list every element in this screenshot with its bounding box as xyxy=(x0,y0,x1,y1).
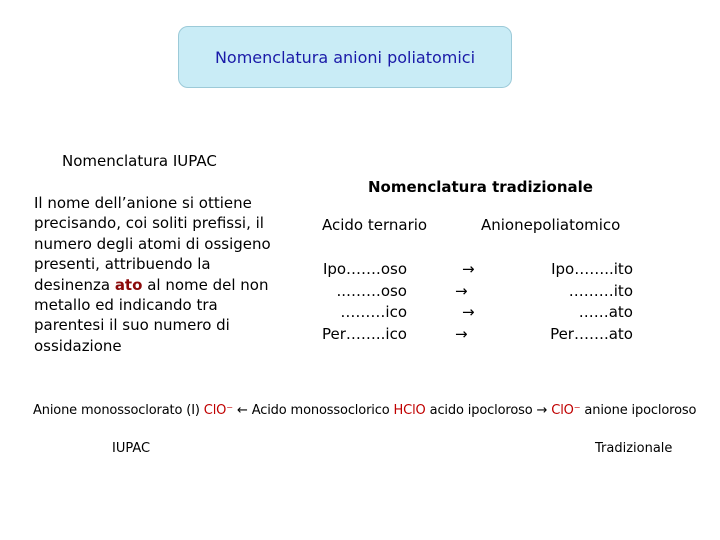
title-box xyxy=(178,26,512,88)
acid-suffix: Ipo…….oso xyxy=(322,260,407,278)
iupac-text-after: al nome del non metallo ed indicando tra parentesi il suo numero di ossidazione xyxy=(34,275,269,355)
arrow-column xyxy=(0,259,475,345)
anion-suffix: ………ito xyxy=(568,281,633,300)
anion-suffix-column xyxy=(550,259,633,345)
example-text: ← Acido monossoclorico xyxy=(232,403,394,418)
chlorite-ion: ClO⁻ xyxy=(203,403,233,418)
traditional-heading: Nomenclatura tradizionale xyxy=(368,178,593,196)
right-arrow: → xyxy=(462,303,475,322)
hypochlorite-ion: ClO⁻ xyxy=(551,403,581,418)
acid-column-header: Acido ternario xyxy=(322,216,428,234)
iupac-highlight-suffix: ato xyxy=(114,275,143,294)
traditional-label: Tradizionale xyxy=(595,441,673,456)
acid-suffix: ………ico xyxy=(340,303,407,322)
acid-suffix: ..…….oso xyxy=(336,281,407,300)
anion-suffix: Ipo……..ito xyxy=(551,260,633,278)
right-arrow: → xyxy=(455,281,468,300)
right-arrow: → xyxy=(455,324,468,343)
example-text: Anione monossoclorato (I) xyxy=(33,403,204,418)
example-text: acido ipocloroso → xyxy=(425,403,552,418)
example-text: anione ipocloroso xyxy=(580,403,697,418)
anion-suffix: Per…….ato xyxy=(550,324,633,343)
iupac-text-before: Il nome dell’anione si ottiene precisando, coi soliti prefissi, il numero degli atomi di ossigeno presenti, attribuendo la desinenza xyxy=(34,194,271,294)
page-title: Nomenclatura anioni poliatomici xyxy=(214,47,476,67)
anion-column-header: Anionepoliatomico xyxy=(481,216,621,234)
example-line xyxy=(33,403,696,418)
iupac-label: IUPAC xyxy=(112,441,151,456)
right-arrow: → xyxy=(462,260,475,278)
acid-formula: HClO xyxy=(393,403,426,418)
iupac-heading: Nomenclatura IUPAC xyxy=(62,152,217,170)
anion-suffix: ……ato xyxy=(578,303,633,322)
acid-suffix: Per……..ico xyxy=(321,324,407,343)
